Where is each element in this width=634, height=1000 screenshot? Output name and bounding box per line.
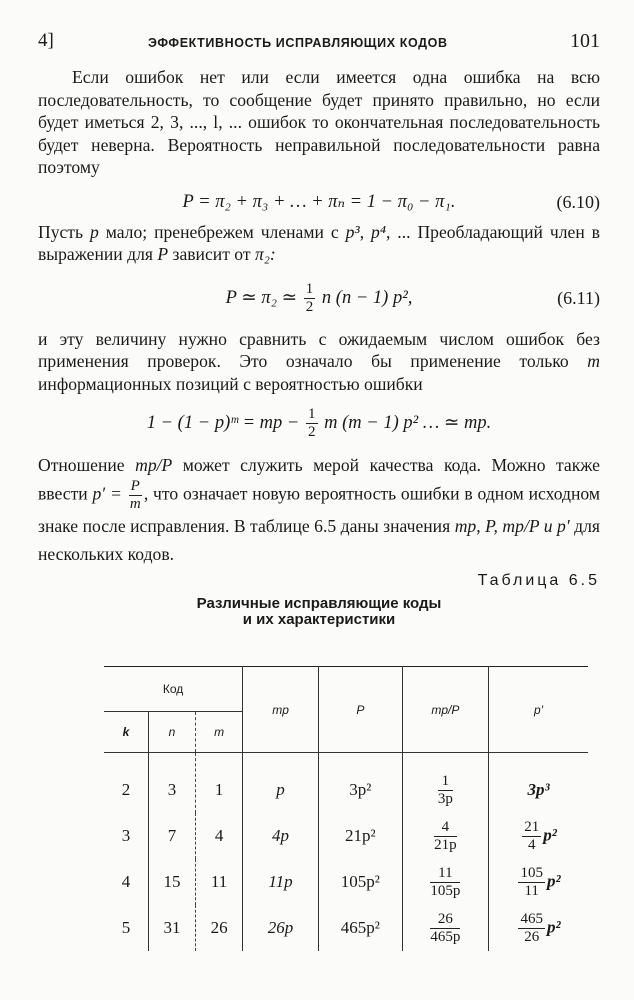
ratio-numerator: 4	[434, 820, 457, 837]
equation-6-11-number: (6.11)	[557, 287, 600, 308]
cell-mp: 4p	[243, 813, 319, 859]
cell-n: 7	[148, 813, 195, 859]
ratio-fraction	[438, 774, 453, 807]
cell-p-prime	[489, 753, 588, 814]
col-m: m	[196, 712, 243, 753]
half-fraction	[304, 282, 316, 315]
var-m: m	[587, 351, 600, 371]
var-pprime: p′ =	[92, 483, 127, 504]
cell-ratio	[402, 859, 488, 905]
col-P: P	[318, 667, 402, 753]
col-mp-over-P: mp/P	[402, 667, 488, 753]
pp-numerator: 21	[524, 818, 540, 835]
var-list: mp, P, mp/P и p′	[454, 516, 570, 536]
col-p-prime: p′	[489, 667, 588, 753]
var-P: P	[157, 244, 169, 264]
frac-m: m	[129, 496, 141, 512]
col-k: k	[122, 725, 130, 739]
p4-text-d: для нескольких кодов.	[38, 516, 600, 564]
cell-P: 21p²	[318, 813, 402, 859]
page-number: 101	[570, 30, 600, 52]
pp-numerator: 465	[520, 910, 543, 927]
half-denominator: 2	[305, 298, 314, 315]
cell-ratio	[402, 813, 488, 859]
var-pi2: π₂:	[254, 244, 276, 264]
p3-text-a: и эту величину нужно сравнить с ожидаемым числом ошибок без применения проверок. Это означало бы применение только	[38, 328, 600, 371]
var-mp-over-P: mp/P	[135, 455, 173, 475]
cell-P: 105p²	[318, 859, 402, 905]
paragraph-1: Если ошибок нет или если имеется одна ошибка на всю последовательность, то сообщение будет принято правильно, но если будет иметься 2, 3, ..., l, ... ошибок то окончательная последовательность будет неверна. Вероятность неправильной последовательности равна поэтому	[38, 67, 600, 177]
cell-n: 15	[148, 859, 195, 905]
pp-power: 3p³	[527, 780, 550, 799]
equation-6-10-body: P = π₂ + π₃ + … + πₙ = 1 − π₀ − π₁.	[182, 191, 456, 212]
p3-text-b: информационных позиций с вероятностью ошибки	[38, 373, 423, 394]
col-group-code: Код	[104, 667, 243, 712]
p2-text-d: зависит от	[168, 244, 255, 264]
paragraph-3	[38, 328, 600, 396]
table-title-line1: Различные исправляющие коды	[196, 595, 442, 612]
pp-power: p²	[543, 824, 557, 844]
cell-P: 465p²	[318, 905, 402, 951]
cell-k: 4	[121, 872, 131, 891]
cell-n: 31	[148, 905, 195, 951]
var-p4: p⁴	[371, 221, 386, 242]
ratio-numerator: 1	[438, 774, 453, 791]
paragraph-4	[38, 451, 600, 568]
half-fraction-2	[306, 407, 318, 440]
running-header	[38, 30, 600, 60]
cell-p-prime	[489, 813, 588, 859]
half-denominator-2: 2	[308, 424, 316, 441]
paragraph-2: Пусть p мало; пренебрежем членами с p³, p⁴, ... Преобладающий член в выражении для P зависит от π₂:	[38, 221, 600, 264]
table-title-line2: и их характеристики	[242, 611, 396, 628]
equation-6-11-right: n (n − 1) p²,	[317, 287, 413, 308]
p4-text-a: Отношение	[38, 455, 136, 475]
table-body	[104, 753, 588, 952]
equation-6-11	[38, 268, 600, 328]
equation-mp-right: m (m − 1) p² … ≃ mp.	[319, 413, 492, 433]
pp-denominator: 4	[527, 836, 536, 853]
equation-6-11-left: P ≃ π₂ ≃	[225, 287, 302, 308]
P-over-m-fraction	[129, 479, 142, 512]
ratio-denominator: 21p	[434, 836, 457, 853]
cell-mp: 11p	[243, 859, 319, 905]
cell-m: 26	[196, 905, 243, 951]
table-row	[104, 753, 588, 814]
ratio-denominator: 105p	[430, 882, 461, 899]
table-row	[104, 859, 588, 905]
pp-fraction	[518, 866, 545, 899]
cell-p-prime	[489, 905, 588, 951]
p4-text-b: может служить мерой качества кода. Можно также ввести	[38, 455, 600, 504]
pp-fraction	[518, 912, 545, 945]
cell-k: 5	[121, 918, 131, 937]
table-caption: Таблица 6.5	[477, 572, 600, 589]
equation-mp-left: 1 − (1 − p)ᵐ = mp −	[146, 413, 305, 433]
col-mp: mp	[243, 667, 319, 753]
cell-k: 3	[121, 826, 131, 845]
pp-fraction	[522, 820, 541, 853]
ratio-fraction	[430, 866, 460, 899]
p2-text-a: Пусть	[38, 221, 90, 242]
pp-power: p²	[546, 870, 561, 890]
pp-numerator: 105	[520, 864, 543, 881]
var-p3: p³	[345, 221, 360, 242]
pp-power: p²	[546, 916, 561, 936]
cell-n: 3	[148, 753, 195, 814]
table-title	[38, 596, 600, 628]
cell-ratio	[402, 753, 488, 814]
cell-m: 11	[196, 859, 243, 905]
ratio-fraction	[434, 820, 457, 853]
equation-error-prob	[38, 395, 600, 451]
equation-6-10-number: (6.10)	[556, 191, 600, 212]
cell-P: 3p²	[318, 753, 402, 814]
ratio-numerator: 11	[430, 866, 460, 883]
pp-denominator: 26	[524, 928, 540, 945]
cell-mp: p	[243, 753, 319, 814]
table-row	[104, 905, 588, 951]
ratio-denominator: 3p	[437, 790, 453, 807]
cell-m: 4	[196, 813, 243, 859]
book-page	[38, 30, 600, 628]
p2-text-c: , ... Преобладающий член в выражении для	[38, 221, 600, 264]
equation-6-10	[38, 183, 600, 221]
p4-text-c: , что означает новую вероятность ошибки в одном исходном знаке после исправления. В таблице 6.5 даны значения	[38, 483, 600, 536]
cell-k: 2	[121, 780, 131, 799]
p2-text-b: мало; пренебрежем членами с	[98, 221, 346, 242]
half-numerator-2: 1	[308, 406, 316, 423]
section-number: 4]	[38, 30, 54, 51]
ratio-numerator: 26	[430, 912, 460, 929]
frac-P: P	[130, 478, 140, 494]
table-row	[104, 813, 588, 859]
cell-ratio	[402, 905, 488, 951]
var-p: p	[89, 221, 99, 242]
ratio-denominator: 465p	[430, 928, 461, 945]
cell-mp: 26p	[243, 905, 319, 951]
cell-p-prime	[489, 859, 588, 905]
half-numerator: 1	[305, 280, 314, 297]
ratio-fraction	[430, 912, 460, 945]
pp-denominator: 11	[524, 882, 539, 899]
running-title: ЭФФЕКТИВНОСТЬ ИСПРАВЛЯЮЩИХ КОДОВ	[148, 36, 448, 50]
col-n: n	[148, 712, 195, 753]
cell-m: 1	[196, 753, 243, 814]
codes-table	[104, 666, 588, 951]
